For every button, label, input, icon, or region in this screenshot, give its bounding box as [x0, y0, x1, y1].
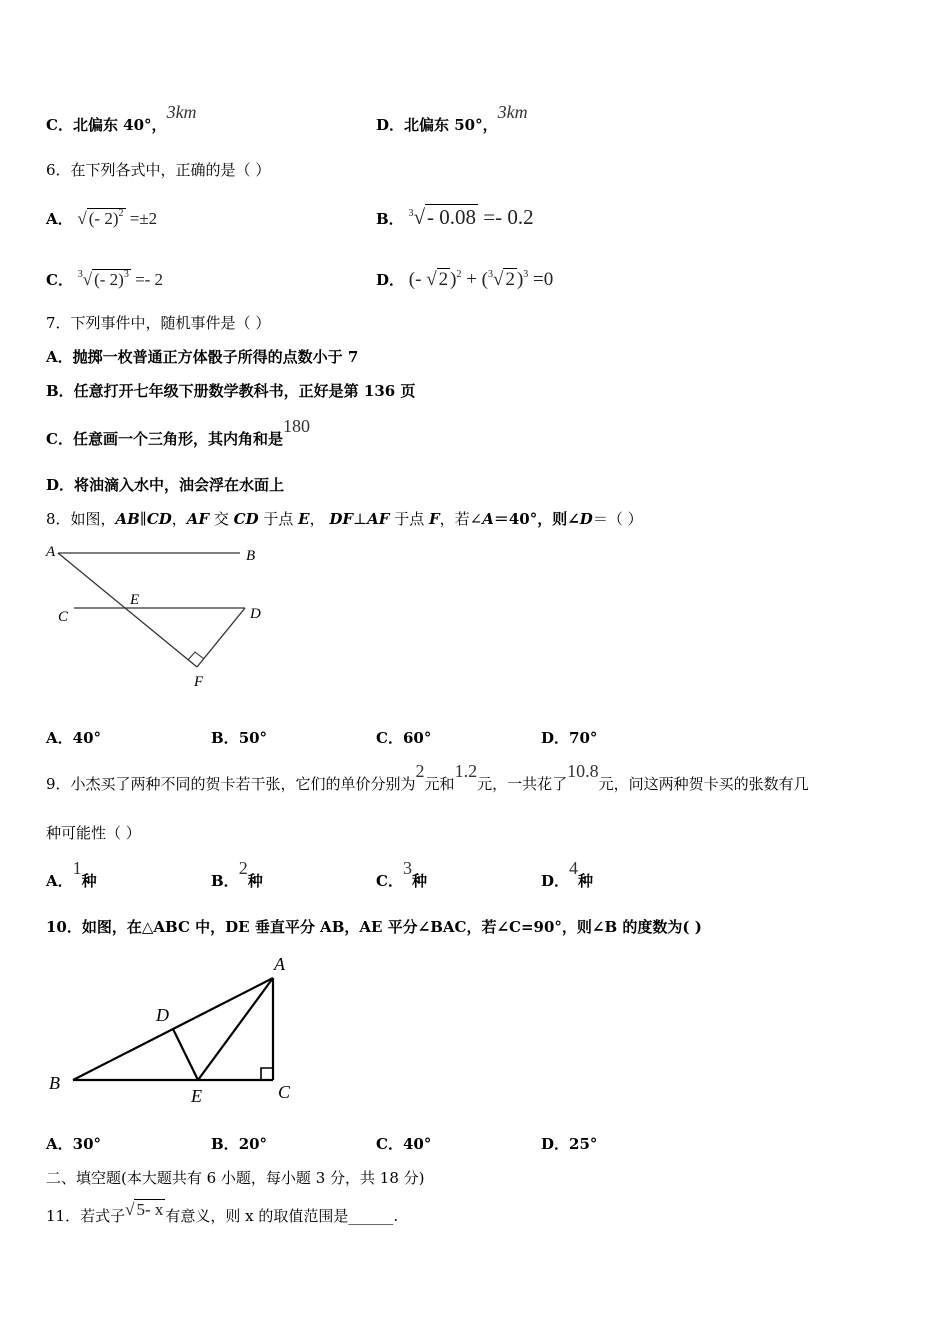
q8-line-af	[58, 553, 197, 667]
q6-option-c	[46, 265, 163, 290]
q9-stem-line1	[46, 761, 809, 794]
q8-stem-cd2: CD	[233, 510, 259, 528]
q10-option-c-text: 40°	[402, 1135, 432, 1153]
q9-option-a-num: 1	[72, 858, 82, 878]
q8-stem-pre: 8．如图，	[46, 510, 116, 528]
q11-end: .	[393, 1207, 399, 1225]
q6-option-c-letter: C．	[46, 271, 73, 289]
q10-option-b-letter: B．	[211, 1135, 239, 1153]
q6-option-a-expression: √ (- 2)$^2$ =±2	[77, 208, 158, 228]
q8-label-e: E	[130, 592, 140, 608]
q8-stem-cd: CD	[146, 510, 172, 528]
q10-option-b	[211, 1134, 267, 1154]
q11-radicand: 5- x	[136, 1200, 164, 1219]
q10-option-a-text: 30°	[72, 1135, 102, 1153]
q11-answer-blank: ______	[348, 1207, 394, 1225]
q10-line-de	[173, 1029, 198, 1080]
q8-stem-comma2: ，	[309, 510, 330, 528]
q10-option-c-letter: C．	[376, 1135, 403, 1153]
q8-option-c	[376, 728, 431, 748]
q8-option-d-text: 70°	[569, 729, 598, 747]
q6-option-d-expression: (- √ 2 )$^2$ + ($^3$√ 2 )$^3$ =0	[408, 269, 554, 290]
q8-stem-yudian: 于点	[258, 510, 299, 528]
q6-option-b-expression: $^3$√- 0.08 =- 0.2	[408, 205, 534, 229]
q9-text-2: 元和	[424, 775, 455, 793]
q5-option-d-text: 北偏东 50°，	[404, 116, 498, 134]
q8-stem-jiao: 交	[209, 510, 234, 528]
q8-line-df	[197, 608, 245, 667]
q6-c-exponent: 3	[123, 269, 129, 280]
section-2-heading: 二、填空题(本大题共有 6 小题，每小题 3 分，共 18 分)	[46, 1169, 425, 1187]
q6-option-a	[46, 204, 157, 229]
q6-option-d	[376, 265, 553, 290]
q9-option-c	[376, 858, 427, 891]
q10-option-d	[541, 1134, 597, 1154]
q6-option-b-letter: B．	[376, 210, 404, 228]
q9-option-c-letter: C．	[376, 872, 403, 890]
q8-stem-eq40: ＝40°，则∠	[493, 510, 580, 528]
q5-option-c-text: 北偏东 40°，	[72, 116, 167, 134]
q8-option-b-text: 50°	[238, 729, 268, 747]
q10-line-ae	[198, 978, 273, 1080]
q9-option-a-letter: A．	[46, 872, 73, 890]
q9-option-c-unit: 种	[411, 872, 427, 890]
q9-option-b-unit: 种	[247, 872, 263, 890]
q8-option-d-letter: D．	[541, 729, 570, 747]
q8-stem-comma: ，	[171, 510, 187, 528]
q8-option-c-letter: C．	[376, 729, 403, 747]
q6-b-index: 3	[408, 208, 414, 219]
q8-label-c: C	[58, 609, 69, 625]
q7-option-a: A．抛掷一枚普通正方体骰子所得的点数小于 7	[46, 348, 359, 366]
q7-option-c-number: 180	[282, 416, 310, 436]
q5-option-c-distance: 3km	[166, 102, 197, 122]
q9-option-d-num: 4	[569, 858, 579, 878]
q8-stem-df: DF	[329, 510, 354, 528]
q8-stem-f: F	[428, 510, 440, 528]
q10-option-a	[46, 1134, 101, 1154]
q6-b-radicand: - 0.08	[427, 205, 476, 229]
q6-option-a-letter: A．	[46, 210, 73, 228]
q8-option-d	[541, 728, 597, 748]
q9-option-b	[211, 858, 263, 891]
q10-option-d-letter: D．	[541, 1135, 570, 1153]
q8-stem-parallel: ∥	[139, 510, 147, 528]
q9-option-b-letter: B．	[211, 872, 239, 890]
q5-option-c	[46, 102, 197, 135]
q5-option-d-distance: 3km	[497, 102, 528, 122]
q9-text-3: 元，一共花了	[477, 775, 568, 793]
q9-total: 10.8	[567, 761, 599, 781]
q6-d-e2: 3	[523, 269, 529, 280]
q10-stem: 10．如图，在△ABC 中，DE 垂直平分 AB，AE 平分∠BAC，若∠C=90°，则∠B 的度数为( )	[46, 918, 702, 936]
q5-option-d-letter: D．	[376, 116, 405, 134]
q9-price-2: 1.2	[454, 761, 478, 781]
q8-stem-d: D	[579, 510, 593, 528]
q10-label-a: A	[274, 954, 285, 974]
q6-c-radicand: (- 2)	[94, 270, 124, 289]
q6-d-p3: )	[516, 269, 524, 290]
q10-right-angle-mark	[261, 1068, 273, 1080]
q6-option-c-expression: $^3$√ (- 2)$^3$ =- 2	[77, 269, 164, 289]
q9-option-d	[541, 858, 594, 891]
q8-stem-ab: AB	[115, 510, 140, 528]
q5-option-c-letter: C．	[46, 116, 73, 134]
q9-option-b-num: 2	[238, 858, 248, 878]
q6-b-rhs: =- 0.2	[483, 205, 534, 229]
q6-option-b	[376, 204, 534, 229]
q11-radical: √ 5- x	[125, 1200, 164, 1219]
q11-pre: 11．若式子	[46, 1207, 126, 1225]
q9-price-1: 2	[415, 761, 425, 781]
q8-stem-af: AF	[186, 510, 210, 528]
q6-a-rhs: =±2	[129, 209, 158, 228]
q11-stem	[46, 1200, 399, 1226]
q8-option-a	[46, 728, 101, 748]
q8-figure	[40, 536, 280, 694]
q6-c-index: 3	[77, 269, 83, 280]
q8-label-b: B	[246, 548, 256, 564]
q9-option-c-num: 3	[402, 858, 412, 878]
q10-option-d-text: 25°	[569, 1135, 598, 1153]
q8-option-a-letter: A．	[46, 729, 73, 747]
q6-d-e1: 2	[456, 269, 462, 280]
q6-d-plus: + (	[461, 269, 489, 290]
q8-stem-af2: AF	[367, 510, 390, 528]
q6-d-idx2: 3	[488, 269, 494, 280]
q8-stem-tail: ＝（ ）	[592, 510, 643, 528]
q10-option-b-text: 20°	[238, 1135, 268, 1153]
q7-option-d: D．将油滴入水中，油会浮在水面上	[46, 476, 285, 494]
q10-label-b: B	[49, 1073, 60, 1093]
q8-stem-e: E	[298, 510, 310, 528]
q9-option-d-unit: 种	[578, 872, 594, 890]
q8-right-angle-mark	[188, 652, 204, 660]
q8-option-a-text: 40°	[72, 729, 102, 747]
q9-option-d-letter: D．	[541, 872, 570, 890]
q8-option-b	[211, 728, 267, 748]
q9-text-4: 元，问这两种贺卡买的张数有几	[598, 775, 809, 793]
q9-stem-line2: 种可能性（ ）	[46, 824, 141, 842]
q5-option-d	[376, 102, 528, 135]
q9-option-a	[46, 858, 97, 891]
q6-c-rhs: =- 2	[135, 270, 164, 289]
q9-text-1: 9．小杰买了两种不同的贺卡若干张，它们的单价分别为	[46, 775, 416, 793]
q10-option-c	[376, 1134, 431, 1154]
q8-stem-perp: ⊥	[353, 510, 368, 528]
q7-option-c-text: C．任意画一个三角形，其内角和是	[46, 430, 283, 448]
q8-label-a: A	[46, 544, 56, 560]
q10-figure	[40, 950, 310, 1110]
q8-label-f: F	[194, 674, 204, 690]
q10-label-c: C	[278, 1082, 291, 1102]
q10-option-a-letter: A．	[46, 1135, 73, 1153]
q8-stem-a: A	[482, 510, 494, 528]
q11-post: 有意义，则 x 的取值范围是	[165, 1207, 349, 1225]
q10-label-d: D	[156, 1005, 169, 1025]
q8-label-d: D	[250, 606, 261, 622]
q6-d-p2: )	[450, 269, 457, 290]
q7-stem: 7．下列事件中，随机事件是（ ）	[46, 314, 271, 332]
q8-stem-ruo: ，若∠	[439, 510, 483, 528]
q6-option-d-letter: D．	[376, 271, 405, 289]
q6-d-rhs: =0	[528, 269, 554, 290]
q8-stem	[46, 509, 643, 529]
q6-d-p1: (-	[408, 269, 427, 290]
q6-a-radicand: (- 2)	[88, 209, 119, 228]
q6-stem: 6．在下列各式中，正确的是（ ）	[46, 161, 271, 179]
q9-option-a-unit: 种	[81, 872, 97, 890]
q6-d-r1: 2	[438, 269, 449, 290]
q8-stem-yudian2: 于点	[389, 510, 429, 528]
q7-option-c	[46, 416, 310, 449]
q7-option-b: B．任意打开七年级下册数学教科书，正好是第 136 页	[46, 382, 416, 400]
q6-a-exponent: 2	[118, 208, 124, 219]
q10-label-e: E	[191, 1086, 202, 1106]
q8-option-c-text: 60°	[402, 729, 432, 747]
q6-d-r2: 2	[505, 269, 515, 290]
q8-option-b-letter: B．	[211, 729, 239, 747]
